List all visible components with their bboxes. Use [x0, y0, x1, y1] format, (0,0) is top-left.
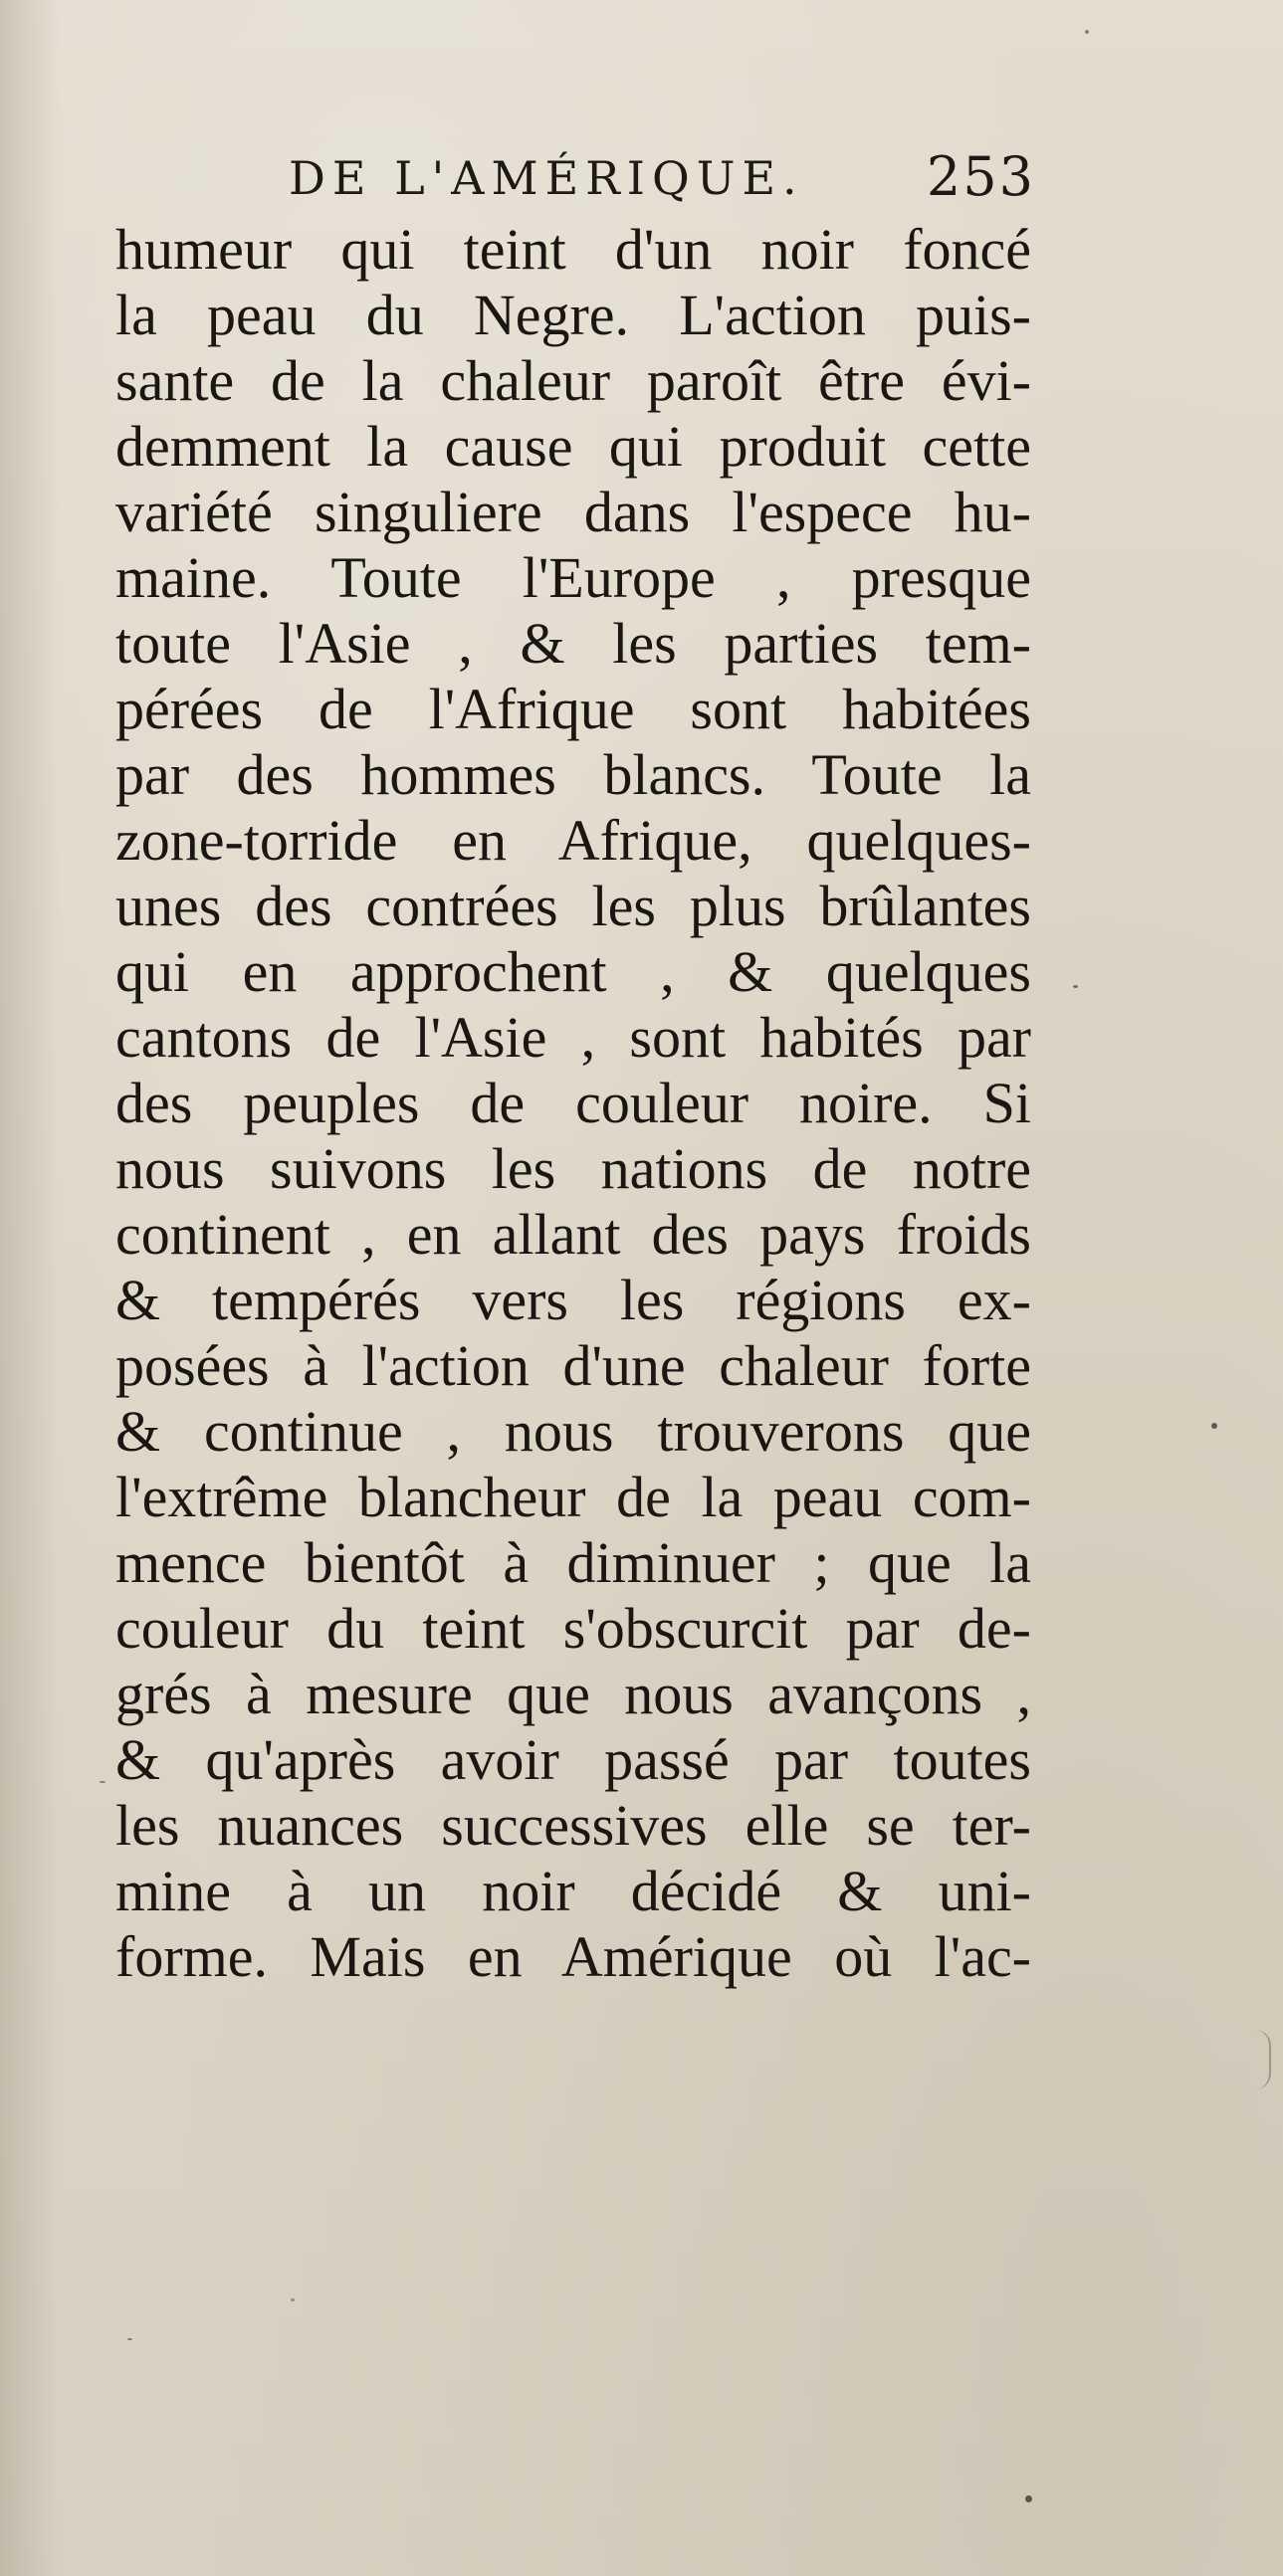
- text-line: pérées de l'Afrique sont habitées: [115, 677, 1031, 741]
- gutter-shadow: [0, 0, 60, 2576]
- text-line: nous suivons les nations de notre: [115, 1136, 1031, 1201]
- speck: [291, 2298, 295, 2301]
- text-line: mine à un noir décidé & uni-: [115, 1859, 1031, 1923]
- text-line: unes des contrées les plus brûlantes: [115, 874, 1031, 938]
- text-line: toute l'Asie , & les parties tem-: [115, 611, 1031, 676]
- text-line: posées à l'action d'une chaleur forte: [115, 1333, 1031, 1398]
- running-title: DE L'AMÉRIQUE.: [289, 151, 804, 205]
- text-line: continent , en allant des pays froids: [115, 1202, 1031, 1267]
- text-line: par des hommes blancs. Toute la: [115, 742, 1031, 807]
- text-line: mence bientôt à diminuer ; que la: [115, 1530, 1031, 1595]
- text-line: l'extrême blancheur de la peau com-: [115, 1465, 1031, 1529]
- text-line: cantons de l'Asie , sont habités par: [115, 1005, 1031, 1070]
- text-line: forme. Mais en Amérique où l'ac-: [115, 1924, 1031, 1989]
- page-number: 253: [926, 145, 1035, 208]
- page-edge-mark: [1255, 2030, 1271, 2089]
- text-line: couleur du teint s'obscurcit par de-: [115, 1596, 1031, 1661]
- speck: [127, 2338, 132, 2340]
- text-line: demment la cause qui produit cette: [115, 414, 1031, 479]
- speck: [100, 1781, 106, 1783]
- text-line: les nuances successives elle se ter-: [115, 1793, 1031, 1858]
- speck: [1211, 1423, 1217, 1429]
- body-text: [115, 217, 1031, 1990]
- text-line: & tempérés vers les régions ex-: [115, 1268, 1031, 1332]
- speck: [1073, 985, 1078, 988]
- text-line: des peuples de couleur noire. Si: [115, 1071, 1031, 1135]
- text-line: variété singuliere dans l'espece hu-: [115, 480, 1031, 544]
- text-line: la peau du Negre. L'action puis-: [115, 283, 1031, 347]
- speck: [1025, 2495, 1032, 2502]
- page-header: [119, 141, 1035, 221]
- speck: [1085, 30, 1089, 34]
- text-line: maine. Toute l'Europe , presque: [115, 545, 1031, 610]
- text-line: & qu'après avoir passé par toutes: [115, 1727, 1031, 1792]
- text-line: zone-torride en Afrique, quelques-: [115, 808, 1031, 873]
- text-line: sante de la chaleur paroît être évi-: [115, 348, 1031, 413]
- text-line: grés à mesure que nous avançons ,: [115, 1662, 1031, 1726]
- text-line: qui en approchent , & quelques: [115, 939, 1031, 1004]
- text-line: & continue , nous trouverons que: [115, 1399, 1031, 1464]
- text-line: humeur qui teint d'un noir foncé: [115, 217, 1031, 282]
